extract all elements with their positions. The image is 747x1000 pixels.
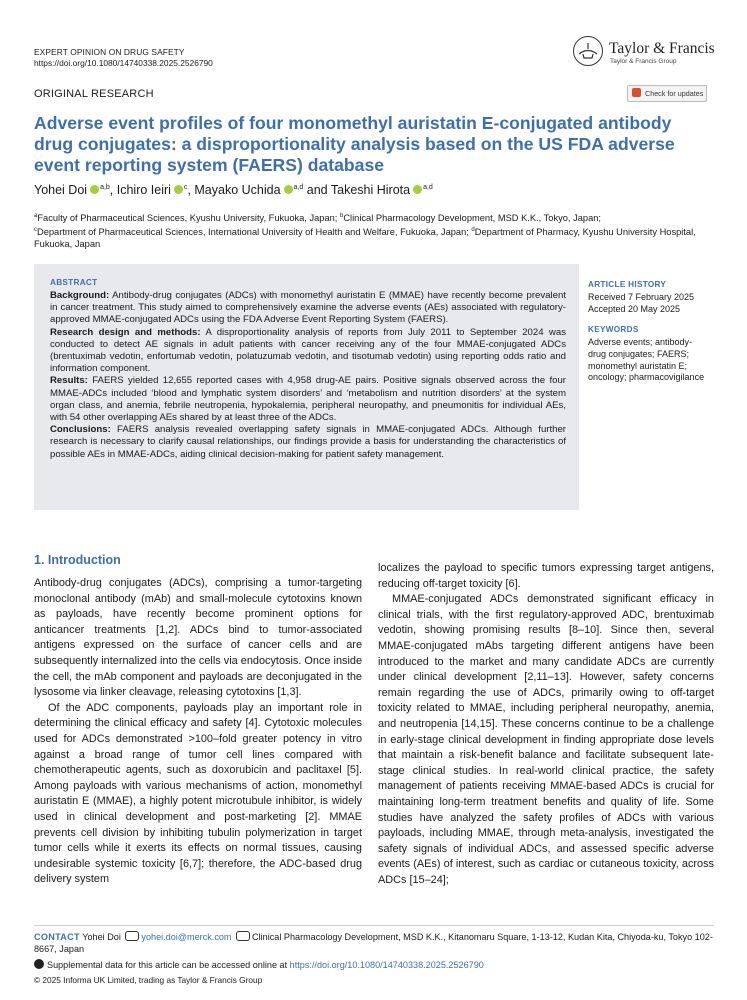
doi-link[interactable]: https://doi.org/10.1080/14740338.2025.2526790 xyxy=(34,58,213,68)
orcid-icon[interactable] xyxy=(174,185,183,194)
affiliation-c: Department of Pharmaceutical Sciences, International University of Health and Welfare, Fukuoka, Japan; xyxy=(37,227,472,238)
author-name[interactable]: Takeshi Hirota xyxy=(330,183,411,197)
copyright: © 2025 Informa UK Limited, trading as Taylor & Francis Group xyxy=(34,975,263,985)
keywords-label: KEYWORDS xyxy=(588,325,639,334)
paragraph: Of the ADC components, payloads play an important role in determining the clinical efficacy and safety [4]. Cytotoxic molecules used for ADCs demonstrated >100–fold greater potency in vitro against a broad range of tumor cell lines compared with chemotherapeutic agents, such as doxorubicin and paclitaxel [5]. Among payloads with various mechanisms of action, monomethyl auristatin E (MMAE), a highly potent microtubule inhibitor, is widely used in clinical development and post-marketing [2]. MMAE prevents cell division by inhibiting tubulin polymerization in target tumor cells while it exerts its effects on normal tissues, causing undesirable systemic toxicity [6,7]; therefore, the ADC-based drug delivery system xyxy=(34,701,362,886)
article-title: Adverse event profiles of four monomethyl auristatin E-conjugated antibody drug conjugates: a disproportionality analysis based on the US FDA adverse event reporting system (FAERS) database xyxy=(34,113,675,175)
conclusions-text: FAERS analysis revealed overlapping safety signals in MMAE-conjugated ADCs. Although further research is necessary to clarify causal relationships, our findings provide a basis for understanding the characteristics of possible AEs in MMAE-ADCs, aiding clinical decision-making for patient safety management. xyxy=(50,424,567,460)
article-type: ORIGINAL RESEARCH xyxy=(34,88,154,100)
email-icon xyxy=(125,931,139,941)
publisher-logo-icon xyxy=(573,36,603,66)
author-name[interactable]: Yohei Doi xyxy=(34,183,88,197)
address-icon xyxy=(236,931,250,941)
left-column xyxy=(34,576,362,888)
background-text: Antibody-drug conjugates (ADCs) with monomethyl auristatin E (MMAE) have recently become prevalent in cancer treatment. This study aimed to comprehensively examine the adverse events (AEs) associated with regulatory-approved MMAE-conjugated ADCs using the FDA Adverse Event Reporting System (FAERS). xyxy=(50,290,566,326)
keywords-text: Adverse events; antibody-drug conjugates; FAERS; monomethyl auristatin E; oncology; pharmacovigilance xyxy=(588,337,705,383)
conclusions-label: Conclusions: xyxy=(50,424,111,436)
supplemental-text: Supplemental data for this article can be accessed online at xyxy=(47,960,288,970)
accepted-date: Accepted 20 May 2025 xyxy=(588,304,681,314)
affiliation-a: Faculty of Pharmaceutical Sciences, Kyushu University, Fukuoka, Japan; xyxy=(37,213,340,224)
author-sup: a,b xyxy=(100,183,110,191)
contact-email[interactable]: yohei.doi@merck.com xyxy=(141,932,232,942)
contact-address: Clinical Pharmacology Development, MSD K.K., Kitanomaru Square, 1-13-12, Kudan Kita, Chiyoda-ku, Tokyo 102-8667, Japan xyxy=(34,932,713,954)
orcid-icon[interactable] xyxy=(90,185,99,194)
crossmark-icon xyxy=(632,88,641,97)
section-heading: 1. Introduction xyxy=(34,553,121,567)
orcid-icon[interactable] xyxy=(284,185,293,194)
methods-text: A disproportionality analysis of reports from July 2011 to September 2024 was conducted to detect AE signals in adult patients with cancer receiving any of the four MMAE-conjugated ADCs (brentuximab vedotin, enfortumab vedotin, polatuzumab vedotin, and tisotumab vedotin) using reporting odds ratio and information component. xyxy=(50,326,566,375)
results-label: Results: xyxy=(50,375,88,387)
abstract-label: ABSTRACT xyxy=(50,278,98,287)
author-name[interactable]: Mayako Uchida xyxy=(194,183,281,197)
article-history-label: ARTICLE HISTORY xyxy=(588,280,667,289)
footer-divider xyxy=(34,925,714,926)
author-sup: a,d xyxy=(293,183,304,191)
supplemental-link[interactable]: https://doi.org/10.1080/14740338.2025.2526790 xyxy=(289,960,484,970)
journal-name: EXPERT OPINION ON DRUG SAFETY xyxy=(34,47,185,57)
affiliations: $^a$Faculty of Pharmaceutical Sciences, Kyushu University, Fukuoka, Japan; $^b$Clinical Pharmacology Development, MSD K.K., Tokyo, Japan; $^c$Department of Pharmaceutical Sciences, International University of Health and Welfare, Fukuoka, Japan; $^d$Department of Pharmacy, Kyushu University Hospital, Fukuoka, Japan xyxy=(34,213,696,250)
paragraph: Antibody-drug conjugates (ADCs), comprising a tumor-targeting monoclonal antibody (mAb) and small-molecule cytotoxins known as payloads, have recently become prominent options for anticancer treatments [1,2]. ADCs bind to tumor-associated antigens expressed on the surface of cancer cells and are subsequently internalized into the cells via endocytosis. Once inside the cell, the mAb component and payloads are deconjugated in the lysosome via linker cleavage, releasing cytotoxins [1,3]. xyxy=(34,577,362,699)
publisher-name: Taylor & Francis xyxy=(609,40,715,57)
and-text: and xyxy=(306,183,328,197)
author-sup: c xyxy=(183,183,188,191)
supplemental-note xyxy=(34,959,714,971)
publisher-group: Taylor & Francis Group xyxy=(610,58,677,65)
supplemental-icon xyxy=(34,959,44,969)
abstract-text xyxy=(50,290,566,461)
orcid-icon[interactable] xyxy=(413,185,422,194)
results-text: FAERS yielded 12,655 reported cases with 4,958 drug-AE pairs. Positive signals observed across the four MMAE-ADCs included ‘blood and lymphatic system disorders’ and ‘metabolism and nutrition disorders’ at the system organ class, and anemia, febrile neutropenia, hypokalemia, peripheral neuropathy, and pneumonitis for individual AEs, with 54 other overlapping AEs shared by at least three of the ADCs. xyxy=(50,375,566,424)
check-updates-label: Check for updates xyxy=(645,89,704,98)
methods-label: Research design and methods: xyxy=(50,326,201,338)
paragraph: MMAE-conjugated ADCs demonstrated significant efficacy in clinical trials, with the first regulatory-approved ADC, brentuximab vedotin, showing promising results [8–10]. Since then, several MMAE-conjugated mAbs targeting different antigens have been introduced to the market and many candidate ADCs are currently under clinical development [2,11–13]. However, safety concerns remain regarding the use of ADCs, primarily owing to off-target toxicity related to MMAE, including peripheral neuropathy, anemia, and neutropenia [14,15]. These concerns continue to be a challenge in early-stage clinical development in finding appropriate dose levels that maintain a risk-benefit balance and facilitate subsequent late-stage clinical studies. In real-world clinical practice, the safety management of patients receiving MMAE-based ADCs is crucial for maintaining long-term treatment benefits and quality of life. Some studies have analyzed the safety profiles of ADCs with various payloads, including MMAE, through meta-analysis, investigated the safety signals of individual ADCs, and assessed specific adverse events (AEs) of interest, such as cardiac or cutaneous toxicity, across ADCs [15–24]; xyxy=(378,593,714,886)
contact-name: Yohei Doi xyxy=(82,932,121,942)
author-name[interactable]: Ichiro Ieiri xyxy=(116,183,171,197)
paragraph: localizes the payload to specific tumors expressing target antigens, reducing off-target toxicity [6]. xyxy=(378,562,714,590)
check-updates-button[interactable] xyxy=(627,85,707,102)
background-label: Background: xyxy=(50,290,110,301)
contact-label: CONTACT xyxy=(34,932,80,942)
author-list: Yohei Doi $^{a,b}$, Ichiro Ieiri $^c$, Mayako Uchida $^{a,d}$ and Takeshi Hirota $^{a,d}$ xyxy=(34,183,433,197)
affiliation-d: Department of Pharmacy, Kyushu University Hospital, Fukuoka, Japan xyxy=(34,227,696,250)
author-sup: a,d xyxy=(423,183,433,191)
contact-info xyxy=(34,931,714,955)
right-column xyxy=(378,561,714,888)
affiliation-b: Clinical Pharmacology Development, MSD K.K., Tokyo, Japan; xyxy=(343,213,602,224)
received-date: Received 7 February 2025 xyxy=(588,292,695,302)
